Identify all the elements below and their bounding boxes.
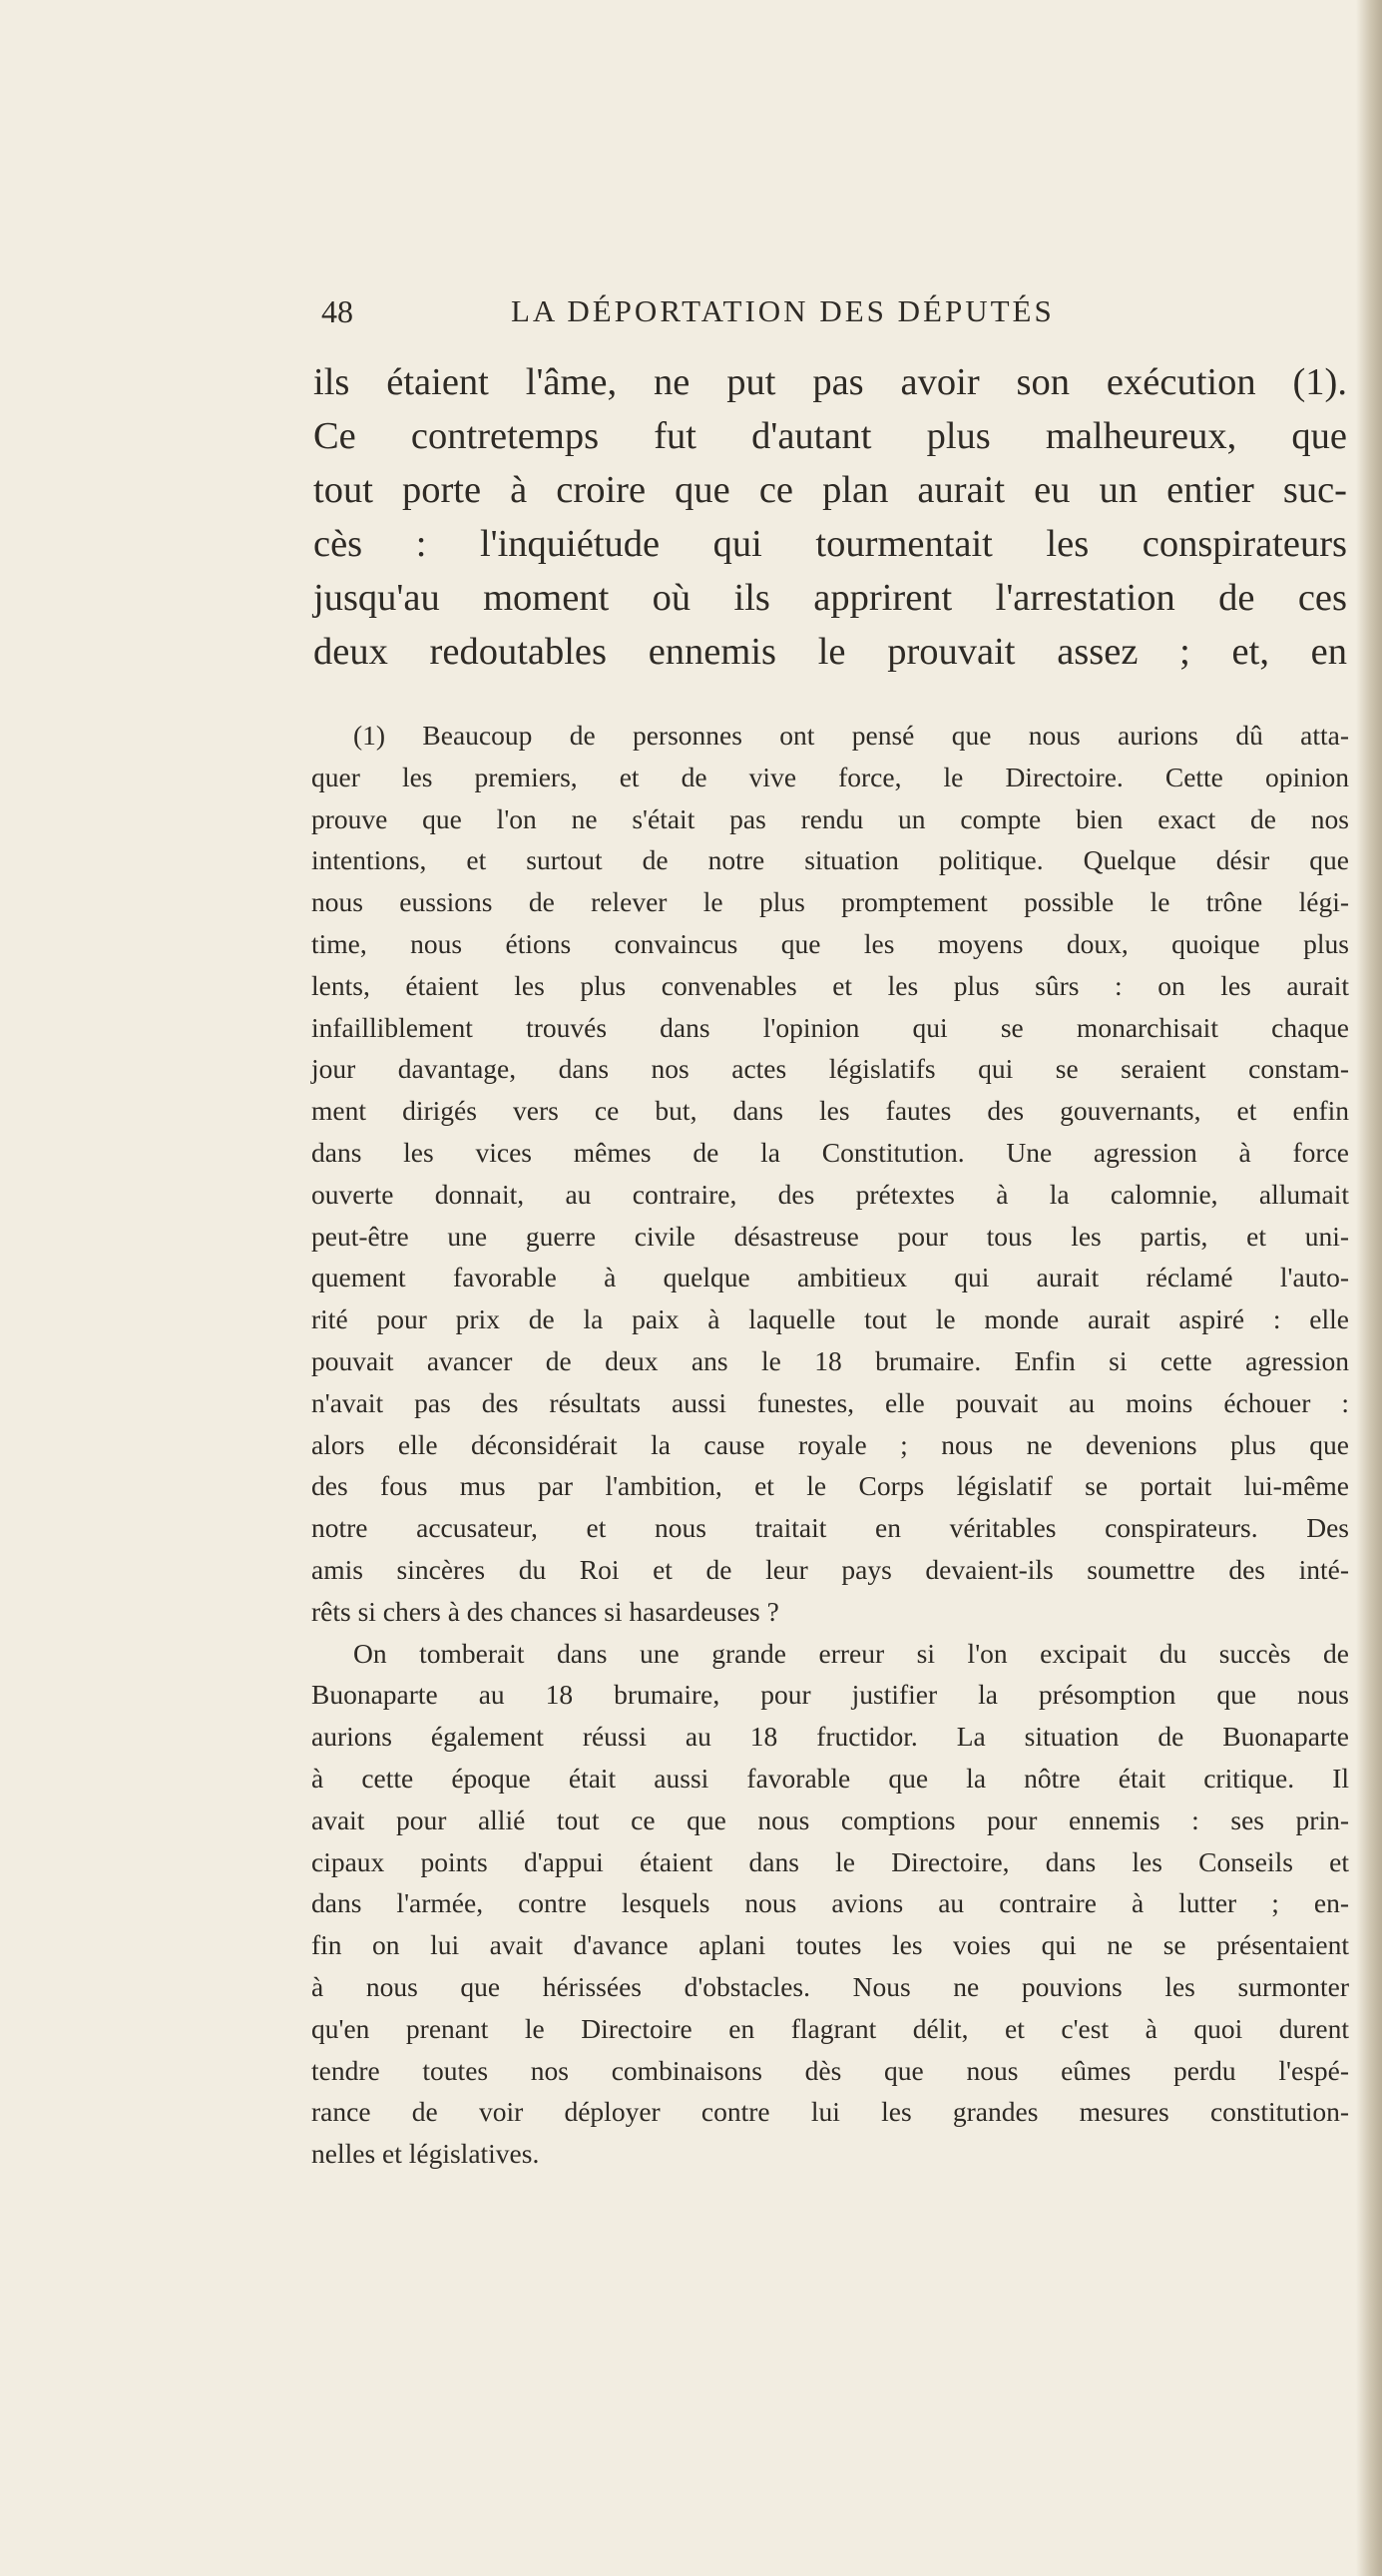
footnote-line: n'avait pas des résultats aussi funestes, elle pouvait au moins échouer : <box>311 1386 1349 1418</box>
footnote-line: intentions, et surtout de notre situation politique. Quelque désir que <box>311 844 1349 876</box>
continuation-line: à nous que hérissées d'obstacles. Nous ne pouvions les surmonter <box>311 1970 1349 2002</box>
footnote-line: quement favorable à quelque ambitieux qui aurait réclamé l'auto- <box>311 1262 1349 1293</box>
footnote-line: alors elle déconsidérait la cause royale ; nous ne devenions plus que <box>311 1428 1349 1460</box>
page-header <box>321 289 1199 333</box>
footnote-line: quer les premiers, et de vive force, le Directoire. Cette opinion <box>311 761 1349 792</box>
main-text-line: deux redoutables ennemis le prouvait assez ; et, en <box>313 631 1347 673</box>
footnote-line: des fous mus par l'ambition, et le Corps législatif se portait lui-même <box>311 1470 1349 1502</box>
footnote-line: peut-être une guerre civile désastreuse pour tous les partis, et uni- <box>311 1220 1349 1252</box>
continuation-line: Buonaparte au 18 brumaire, pour justifier la présomption que nous <box>311 1679 1349 1711</box>
footnote-line: time, nous étions convaincus que les moyens doux, quoique plus <box>311 927 1349 959</box>
footnote-line: lents, étaient les plus convenables et les plus sûrs : on les aurait <box>311 969 1349 1001</box>
footnote-line: nous eussions de relever le plus promptement possible le trône légi- <box>311 886 1349 918</box>
main-text-block <box>313 355 1347 679</box>
footnote-line: amis sincères du Roi et de leur pays devaient-ils soumettre des inté- <box>311 1553 1349 1585</box>
page-edge-shadow <box>1356 0 1382 2576</box>
main-text-line: tout porte à croire que ce plan aurait eu un entier suc- <box>313 469 1347 511</box>
footnote-line: prouve que l'on ne s'était pas rendu un compte bien exact de nos <box>311 802 1349 834</box>
footnote-line: infailliblement trouvés dans l'opinion qui se monarchisait chaque <box>311 1011 1349 1043</box>
continuation-line: On tomberait dans une grande erreur si l'on excipait du succès de <box>353 1637 1349 1669</box>
main-text-line: ils étaient l'âme, ne put pas avoir son exécution (1). <box>313 361 1347 403</box>
continuation-line: à cette époque était aussi favorable que la nôtre était critique. Il <box>311 1762 1349 1794</box>
footnote-line: ouverte donnait, au contraire, des prétextes à la calomnie, allumait <box>311 1178 1349 1210</box>
continuation-line: cipaux points d'appui étaient dans le Directoire, dans les Conseils et <box>311 1845 1349 1877</box>
continuation-line: avait pour allié tout ce que nous comptions pour ennemis : ses prin- <box>311 1803 1349 1835</box>
continuation-line: nelles et législatives. <box>311 2138 540 2170</box>
footnote-line: rité pour prix de la paix à laquelle tout le monde aurait aspiré : elle <box>311 1303 1349 1335</box>
footnote-line: ment dirigés vers ce but, dans les fautes des gouvernants, et enfin <box>311 1095 1349 1127</box>
main-text-line: Ce contretemps fut d'autant plus malheureux, que <box>313 415 1347 457</box>
footnote-line: rêts si chers à des chances si hasardeuses ? <box>311 1595 779 1627</box>
footnote-block <box>311 715 1349 2175</box>
running-title: LA DÉPORTATION DES DÉPUTÉS <box>511 293 1055 328</box>
footnote-line: pouvait avancer de deux ans le 18 brumaire. Enfin si cette agression <box>311 1344 1349 1376</box>
footnote-line: notre accusateur, et nous traitait en véritables conspirateurs. Des <box>311 1512 1349 1544</box>
continuation-line: tendre toutes nos combinaisons dès que nous eûmes perdu l'espé- <box>311 2054 1349 2086</box>
continuation-line: rance de voir déployer contre lui les grandes mesures constitution- <box>311 2096 1349 2128</box>
continuation-line: fin on lui avait d'avance aplani toutes les voies qui ne se présentaient <box>311 1929 1349 1961</box>
footnote-line: dans les vices mêmes de la Constitution. Une agression à force <box>311 1136 1349 1168</box>
page-number: 48 <box>321 293 353 329</box>
main-text-line: jusqu'au moment où ils apprirent l'arrestation de ces <box>313 577 1347 619</box>
continuation-line: qu'en prenant le Directoire en flagrant délit, et c'est à quoi durent <box>311 2012 1349 2044</box>
continuation-line: aurions également réussi au 18 fructidor. La situation de Buonaparte <box>311 1721 1349 1753</box>
footnote-line: jour davantage, dans nos actes législatifs qui se seraient constam- <box>311 1053 1349 1085</box>
main-text-line: cès : l'inquiétude qui tourmentait les conspirateurs <box>313 523 1347 565</box>
footnote-line: (1) Beaucoup de personnes ont pensé que nous aurions dû atta- <box>353 720 1349 751</box>
continuation-line: dans l'armée, contre lesquels nous avions au contraire à lutter ; en- <box>311 1887 1349 1919</box>
